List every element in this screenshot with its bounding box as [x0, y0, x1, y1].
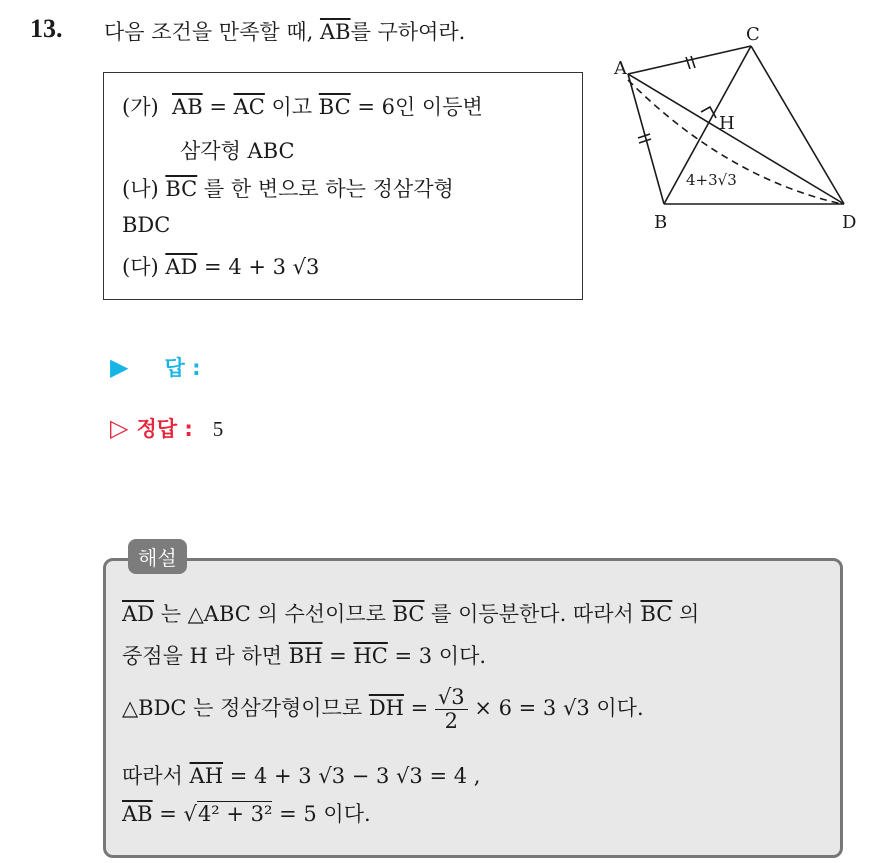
- segment-ab: $\overline{AB}$: [172, 95, 203, 119]
- correct-answer-row: [110, 413, 223, 443]
- right-angle-mark: [701, 107, 716, 118]
- segment-bc: $\overline{BC}$: [392, 602, 425, 626]
- label-d: D: [842, 212, 857, 233]
- segment-ad: $\overline{AD}$: [122, 602, 155, 626]
- explanation-text: = 3 이다.: [387, 644, 487, 668]
- condition-b-tail: 를 한 변으로 하는 정삼각형: [197, 177, 454, 201]
- answer-marker-icon: ▶: [110, 353, 129, 381]
- explanation-text: 중점을 H 라 하면: [122, 644, 289, 668]
- fraction-numerator: √3: [435, 686, 468, 710]
- condition-b-line2: BDC: [122, 213, 171, 237]
- fraction-denominator: 2: [444, 709, 458, 734]
- condition-a-line2: 삼각형 ABC: [180, 139, 295, 163]
- segment-ab: $\overline{AB}$: [122, 802, 153, 826]
- segment-dh: $\overline{DH}$: [368, 696, 404, 721]
- segment-bc: $\overline{BC}$: [640, 602, 673, 626]
- dashed-length-label: 4+3√3: [686, 171, 737, 189]
- explanation-line-2: [122, 640, 486, 670]
- condition-c-tail: = 4 + 3 √3: [197, 255, 320, 279]
- label-c: C: [746, 24, 760, 45]
- segment-ac-line: [628, 46, 751, 74]
- geometry-diagram: [606, 18, 876, 240]
- explanation-text: 를 이등분한다. 따라서: [424, 602, 641, 626]
- condition-a-tail: = 6인 이등변: [350, 95, 483, 119]
- question-text-after: 를 구하여라.: [350, 20, 466, 44]
- fraction: [435, 686, 468, 733]
- question-number: 13.: [30, 14, 63, 43]
- condition-a: [122, 91, 483, 121]
- condition-c-label: (다): [122, 255, 166, 279]
- segment-bc: $\overline{BC}$: [165, 177, 198, 201]
- conditions-box: [103, 72, 583, 300]
- question-text: [104, 16, 465, 46]
- correct-marker-icon: ▷: [110, 414, 129, 442]
- condition-a-label: (가): [122, 95, 159, 119]
- equals-sign: =: [202, 95, 234, 119]
- correct-answer-label: 정답 :: [136, 417, 193, 441]
- explanation-text: = 5 이다.: [272, 802, 371, 826]
- label-h: H: [719, 113, 735, 134]
- segment-cd-line: [751, 46, 844, 204]
- explanation-text: 의: [672, 602, 700, 626]
- explanation-text: × 6 = 3 √3 이다.: [467, 696, 644, 721]
- label-b: B: [654, 212, 668, 233]
- segment-ab: $\overline{AB}$: [319, 20, 351, 44]
- explanation-line-1: [122, 598, 699, 628]
- correct-answer-value: 5: [212, 417, 224, 441]
- segment-ad: $\overline{AD}$: [165, 255, 198, 279]
- sqrt-sign: = √: [152, 802, 197, 826]
- segment-ab-line: [628, 74, 664, 204]
- equals-sign: =: [403, 696, 435, 721]
- explanation-line-3: [122, 686, 644, 733]
- tick-mark: [691, 56, 695, 68]
- segment-ac: $\overline{AC}$: [233, 95, 265, 119]
- explanation-line-5: [122, 798, 371, 828]
- condition-c: [122, 251, 319, 281]
- sqrt-radicand: 4² + 3²: [197, 802, 273, 826]
- answer-label: 답 :: [164, 356, 201, 380]
- tick-mark: [639, 139, 651, 143]
- condition-b: [122, 173, 454, 203]
- condition-a-mid: 이고: [264, 95, 319, 119]
- condition-b-label: (나): [122, 177, 166, 201]
- segment-bc: $\overline{BC}$: [318, 95, 351, 119]
- explanation-tab: 해설: [128, 539, 187, 574]
- question-text-before: 다음 조건을 만족할 때,: [104, 20, 320, 44]
- segment-hc: $\overline{HC}$: [353, 644, 388, 668]
- explanation-text: 따라서: [122, 764, 190, 788]
- explanation-text: 는 △ABC 의 수선이므로: [154, 602, 393, 626]
- segment-ah: $\overline{AH}$: [189, 764, 224, 788]
- segment-bh: $\overline{BH}$: [288, 644, 323, 668]
- label-a: A: [614, 58, 627, 79]
- equals-sign: =: [322, 644, 354, 668]
- explanation-line-4: [122, 760, 480, 790]
- tick-mark: [686, 57, 690, 69]
- answer-row: [110, 352, 200, 382]
- explanation-text: △BDC 는 정삼각형이므로: [122, 696, 369, 721]
- explanation-text: = 4 + 3 √3 − 3 √3 = 4 ,: [223, 764, 481, 788]
